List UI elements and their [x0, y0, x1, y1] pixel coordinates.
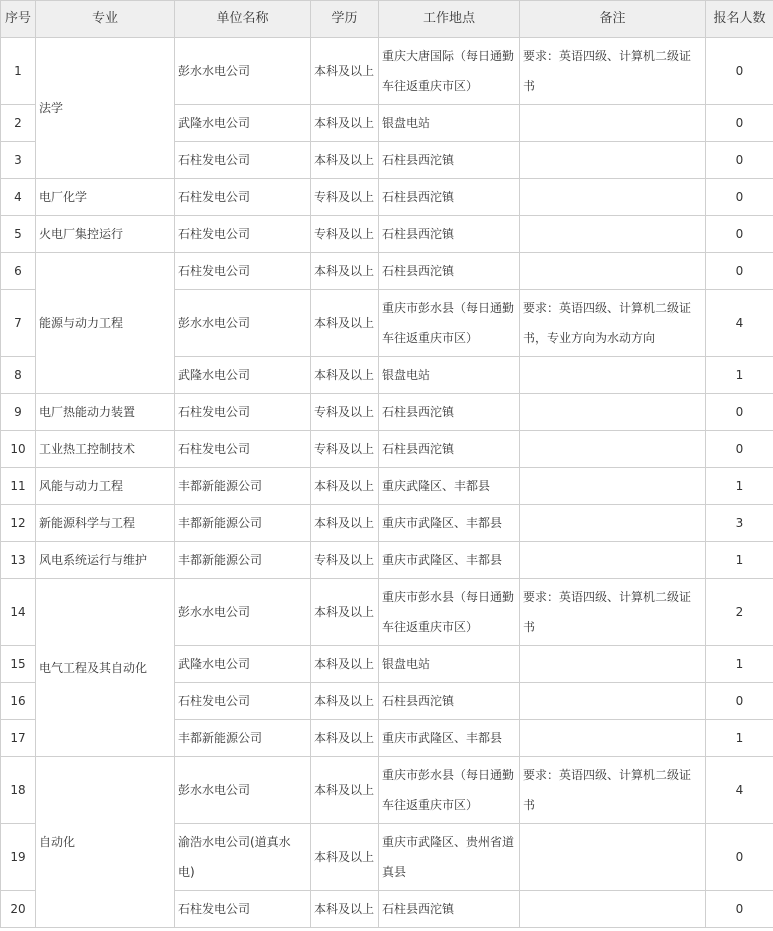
- row-location: 重庆市彭水县（每日通勤车往返重庆市区）: [379, 579, 520, 646]
- row-education: 专科及以上: [311, 216, 379, 253]
- row-note: [520, 142, 706, 179]
- row-company: 丰都新能源公司: [175, 542, 311, 579]
- header-row: [1, 1, 773, 38]
- row-note: [520, 891, 706, 928]
- row-major: 新能源科学与工程: [36, 505, 175, 542]
- row-count: 1: [706, 646, 773, 683]
- row-education: 专科及以上: [311, 179, 379, 216]
- row-note: [520, 720, 706, 757]
- row-no: 1: [1, 38, 36, 105]
- row-company: 石柱发电公司: [175, 394, 311, 431]
- row-location: 重庆市武隆区、丰都县: [379, 720, 520, 757]
- row-location: 重庆市彭水县（每日通勤车往返重庆市区）: [379, 290, 520, 357]
- row-major: 电气工程及其自动化: [36, 579, 175, 757]
- row-count: 0: [706, 142, 773, 179]
- row-major: 工业热工控制技术: [36, 431, 175, 468]
- row-count: 1: [706, 720, 773, 757]
- row-location: 重庆市武隆区、丰都县: [379, 505, 520, 542]
- row-location: 银盘电站: [379, 646, 520, 683]
- row-note: [520, 105, 706, 142]
- row-location: 石柱县西沱镇: [379, 216, 520, 253]
- row-education: 本科及以上: [311, 38, 379, 105]
- row-note: [520, 216, 706, 253]
- row-company: 彭水水电公司: [175, 38, 311, 105]
- row-count: 3: [706, 505, 773, 542]
- table-row: [1, 757, 773, 824]
- row-education: 本科及以上: [311, 683, 379, 720]
- row-location: 重庆市武隆区、丰都县: [379, 542, 520, 579]
- row-education: 本科及以上: [311, 290, 379, 357]
- row-location: 银盘电站: [379, 105, 520, 142]
- table-row: [1, 253, 773, 290]
- row-no: 15: [1, 646, 36, 683]
- row-no: 16: [1, 683, 36, 720]
- row-company: 武隆水电公司: [175, 357, 311, 394]
- row-no: 8: [1, 357, 36, 394]
- row-company: 石柱发电公司: [175, 216, 311, 253]
- row-location: 石柱县西沱镇: [379, 179, 520, 216]
- row-note: [520, 683, 706, 720]
- table-row: [1, 216, 773, 253]
- row-no: 9: [1, 394, 36, 431]
- row-note: [520, 646, 706, 683]
- row-no: 14: [1, 579, 36, 646]
- row-no: 10: [1, 431, 36, 468]
- row-note: [520, 431, 706, 468]
- row-note: [520, 824, 706, 891]
- row-company: 彭水水电公司: [175, 579, 311, 646]
- row-major: 电厂热能动力装置: [36, 394, 175, 431]
- row-company: 武隆水电公司: [175, 105, 311, 142]
- row-location: 石柱县西沱镇: [379, 394, 520, 431]
- row-education: 本科及以上: [311, 891, 379, 928]
- row-note: 要求：英语四级、计算机二级证书: [520, 757, 706, 824]
- row-company: 彭水水电公司: [175, 757, 311, 824]
- row-note: [520, 542, 706, 579]
- row-no: 5: [1, 216, 36, 253]
- header-location: 工作地点: [379, 1, 520, 38]
- row-note: [520, 253, 706, 290]
- row-education: 本科及以上: [311, 105, 379, 142]
- row-count: 0: [706, 891, 773, 928]
- header-note: 备注: [520, 1, 706, 38]
- row-no: 19: [1, 824, 36, 891]
- row-count: 0: [706, 216, 773, 253]
- row-education: 本科及以上: [311, 357, 379, 394]
- row-count: 0: [706, 253, 773, 290]
- row-note: [520, 468, 706, 505]
- row-count: 0: [706, 105, 773, 142]
- row-company: 丰都新能源公司: [175, 720, 311, 757]
- header-education: 学历: [311, 1, 379, 38]
- table-row: [1, 394, 773, 431]
- row-location: 石柱县西沱镇: [379, 253, 520, 290]
- row-education: 专科及以上: [311, 542, 379, 579]
- table-row: [1, 505, 773, 542]
- row-no: 4: [1, 179, 36, 216]
- row-location: 重庆市武隆区、贵州省道真县: [379, 824, 520, 891]
- row-education: 专科及以上: [311, 394, 379, 431]
- row-education: 本科及以上: [311, 757, 379, 824]
- row-education: 专科及以上: [311, 431, 379, 468]
- row-major: 自动化: [36, 757, 175, 928]
- row-count: 0: [706, 431, 773, 468]
- row-location: 银盘电站: [379, 357, 520, 394]
- row-company: 渝浩水电公司(道真水电): [175, 824, 311, 891]
- row-location: 石柱县西沱镇: [379, 142, 520, 179]
- row-count: 1: [706, 542, 773, 579]
- row-no: 6: [1, 253, 36, 290]
- row-education: 本科及以上: [311, 579, 379, 646]
- row-education: 本科及以上: [311, 646, 379, 683]
- row-note: [520, 357, 706, 394]
- row-note: [520, 179, 706, 216]
- row-location: 石柱县西沱镇: [379, 431, 520, 468]
- row-education: 本科及以上: [311, 824, 379, 891]
- row-count: 4: [706, 757, 773, 824]
- row-company: 石柱发电公司: [175, 683, 311, 720]
- row-company: 丰都新能源公司: [175, 468, 311, 505]
- row-count: 2: [706, 579, 773, 646]
- row-location: 石柱县西沱镇: [379, 891, 520, 928]
- row-count: 0: [706, 38, 773, 105]
- row-company: 石柱发电公司: [175, 179, 311, 216]
- table-row: [1, 431, 773, 468]
- row-count: 0: [706, 394, 773, 431]
- row-no: 13: [1, 542, 36, 579]
- row-count: 1: [706, 468, 773, 505]
- row-major: 火电厂集控运行: [36, 216, 175, 253]
- row-company: 石柱发电公司: [175, 891, 311, 928]
- row-no: 11: [1, 468, 36, 505]
- table-row: [1, 579, 773, 646]
- row-location: 重庆大唐国际（每日通勤车往返重庆市区）: [379, 38, 520, 105]
- row-company: 武隆水电公司: [175, 646, 311, 683]
- row-major: 法学: [36, 38, 175, 179]
- row-no: 17: [1, 720, 36, 757]
- table-row: [1, 542, 773, 579]
- row-education: 本科及以上: [311, 468, 379, 505]
- row-major: 风电系统运行与维护: [36, 542, 175, 579]
- row-company: 石柱发电公司: [175, 431, 311, 468]
- row-company: 石柱发电公司: [175, 253, 311, 290]
- header-company: 单位名称: [175, 1, 311, 38]
- row-education: 本科及以上: [311, 142, 379, 179]
- row-no: 20: [1, 891, 36, 928]
- row-education: 本科及以上: [311, 720, 379, 757]
- row-company: 丰都新能源公司: [175, 505, 311, 542]
- row-no: 3: [1, 142, 36, 179]
- header-major: 专业: [36, 1, 175, 38]
- row-location: 重庆市彭水县（每日通勤车往返重庆市区）: [379, 757, 520, 824]
- row-no: 18: [1, 757, 36, 824]
- row-no: 12: [1, 505, 36, 542]
- table-row: [1, 179, 773, 216]
- row-count: 0: [706, 683, 773, 720]
- row-major: 电厂化学: [36, 179, 175, 216]
- row-no: 7: [1, 290, 36, 357]
- row-note: [520, 394, 706, 431]
- row-count: 1: [706, 357, 773, 394]
- row-note: [520, 505, 706, 542]
- row-education: 本科及以上: [311, 253, 379, 290]
- row-note: 要求：英语四级、计算机二级证书: [520, 579, 706, 646]
- table-row: [1, 468, 773, 505]
- row-note: 要求：英语四级、计算机二级证书: [520, 38, 706, 105]
- header-no: 序号: [1, 1, 36, 38]
- header-count: 报名人数: [706, 1, 773, 38]
- table-row: [1, 38, 773, 105]
- row-count: 0: [706, 824, 773, 891]
- row-education: 本科及以上: [311, 505, 379, 542]
- row-company: 石柱发电公司: [175, 142, 311, 179]
- row-count: 4: [706, 290, 773, 357]
- row-no: 2: [1, 105, 36, 142]
- row-location: 重庆武隆区、丰都县: [379, 468, 520, 505]
- row-note: 要求：英语四级、计算机二级证书，专业方向为水动方向: [520, 290, 706, 357]
- row-company: 彭水水电公司: [175, 290, 311, 357]
- row-location: 石柱县西沱镇: [379, 683, 520, 720]
- row-major: 风能与动力工程: [36, 468, 175, 505]
- row-count: 0: [706, 179, 773, 216]
- row-major: 能源与动力工程: [36, 253, 175, 394]
